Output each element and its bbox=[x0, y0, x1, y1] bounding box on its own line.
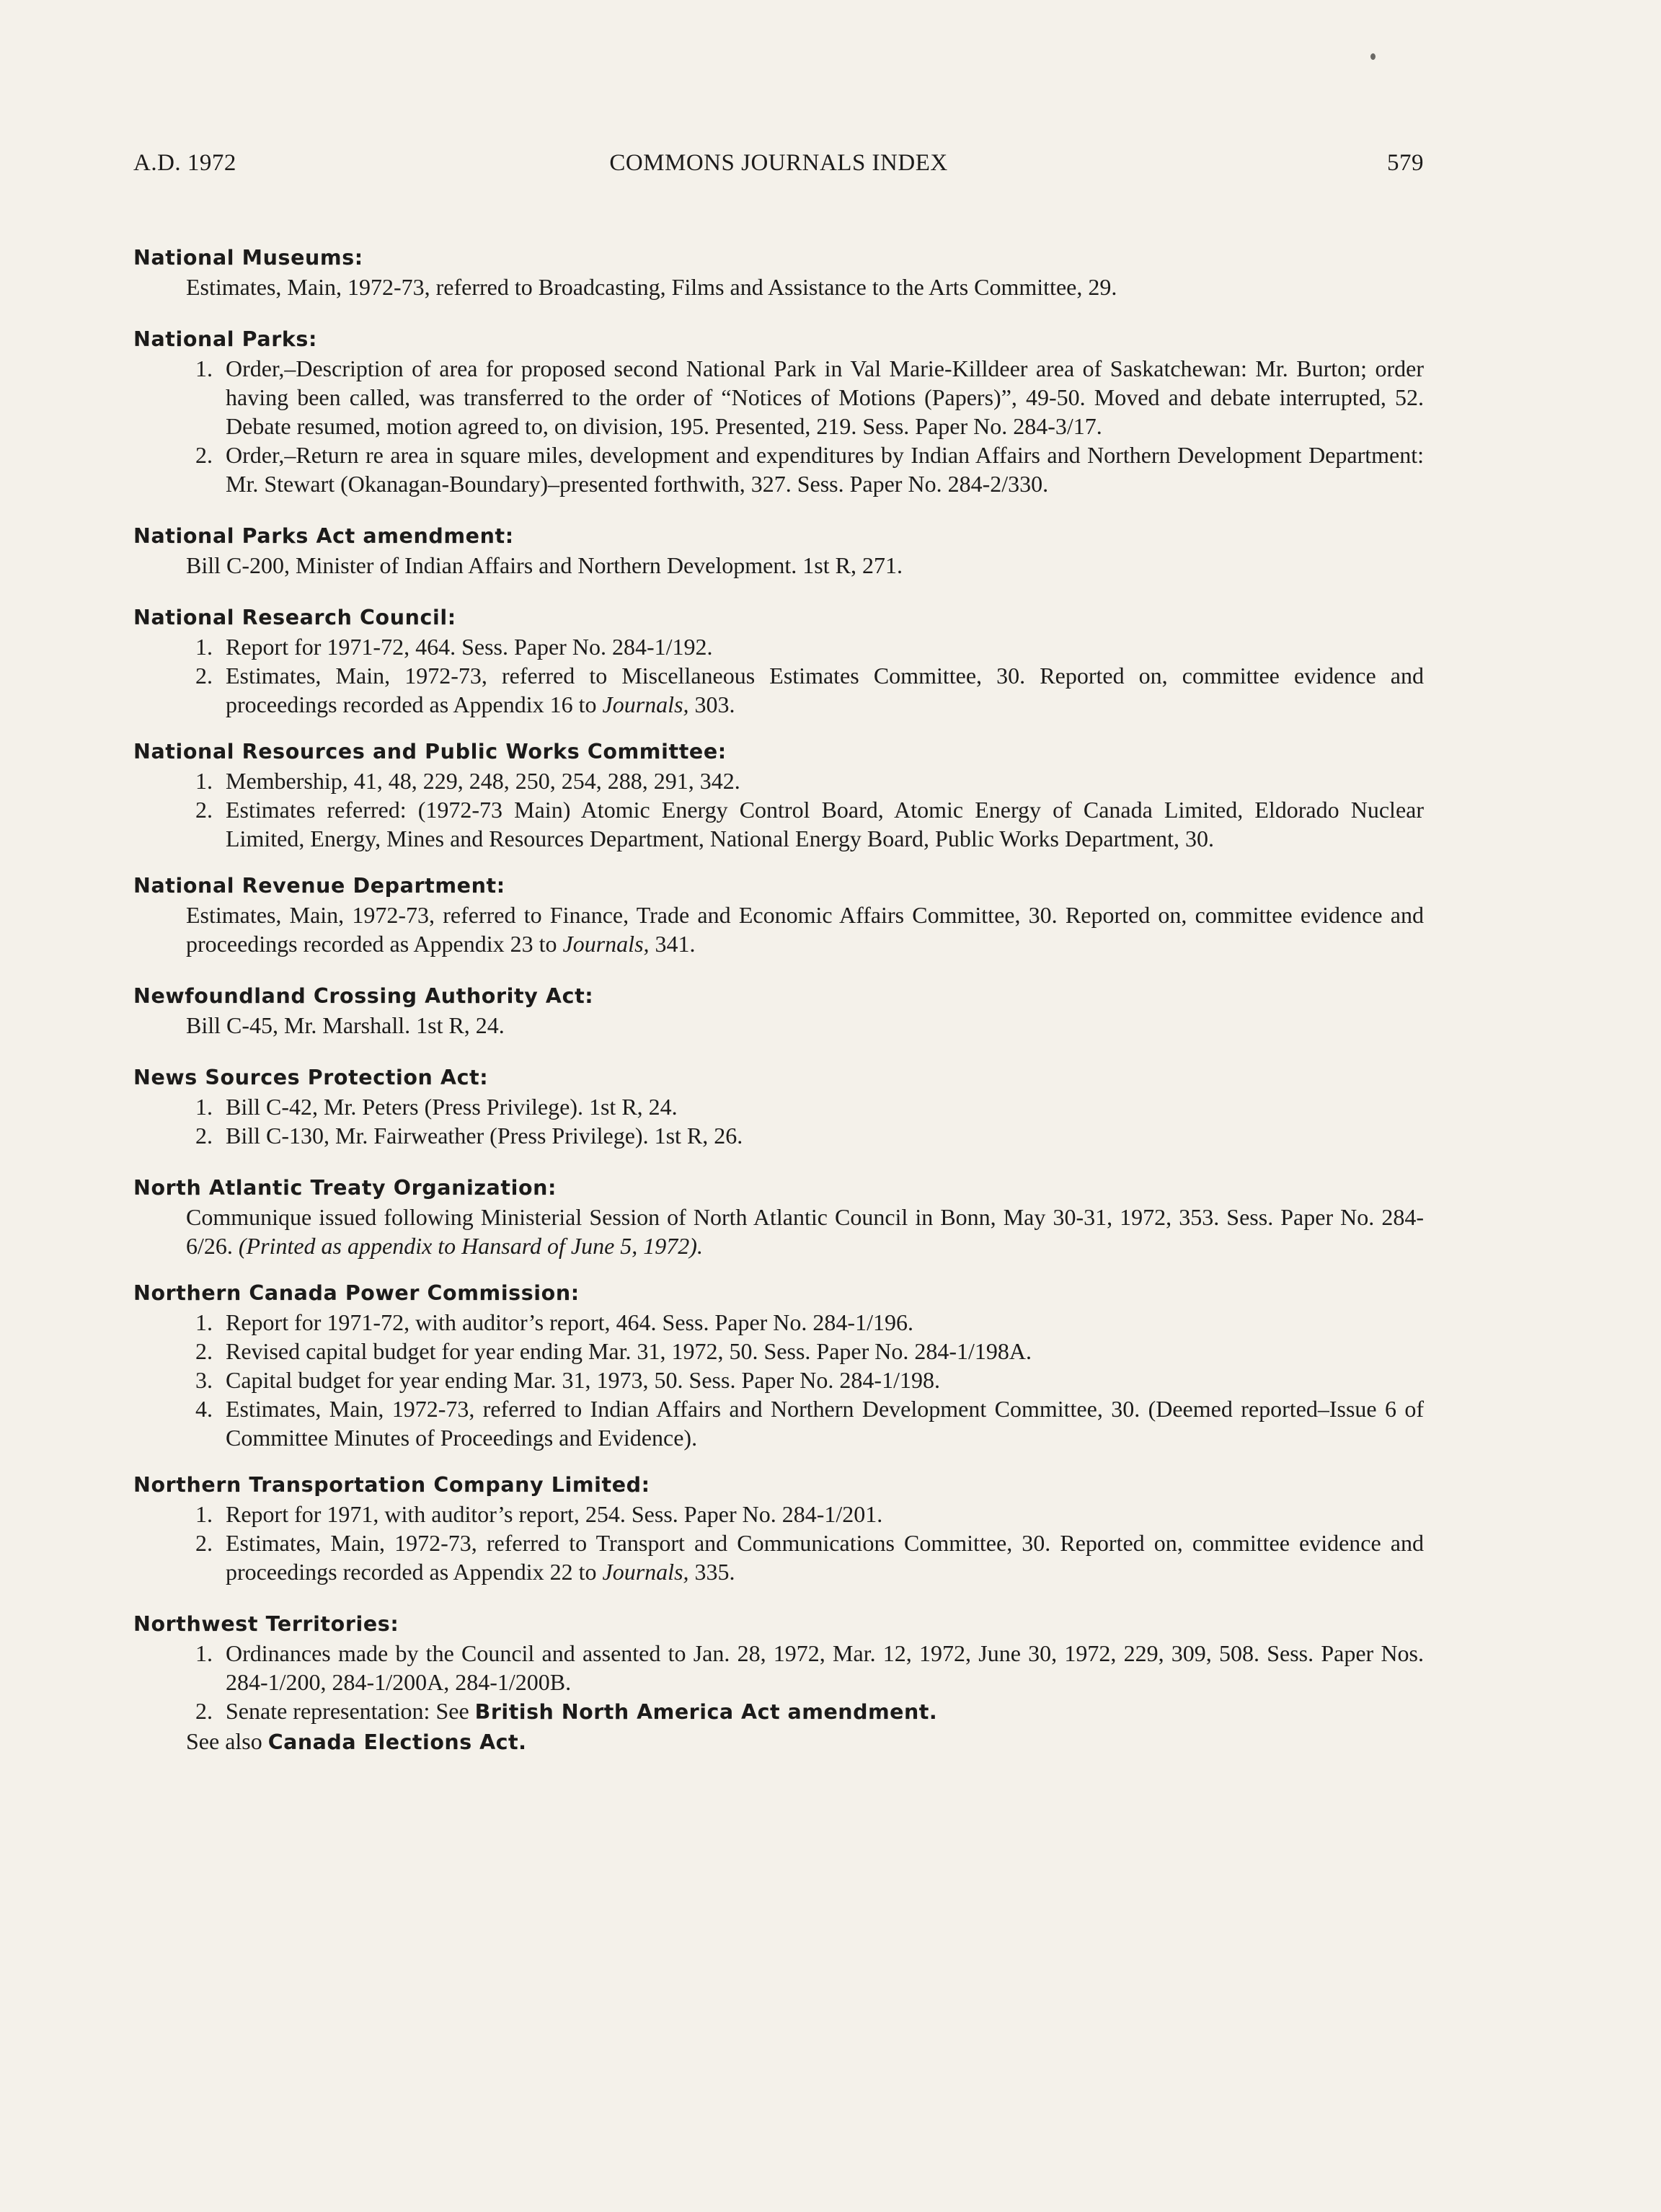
entry-heading: National Resources and Public Works Committee: bbox=[133, 740, 727, 764]
cross-reference: Canada Elections Act. bbox=[267, 1730, 527, 1754]
item-text: Bill C-130, Mr. Fairweather (Press Privilege). 1st R, 26. bbox=[226, 1123, 743, 1149]
ink-speck bbox=[1370, 53, 1376, 60]
entry-item bbox=[133, 1394, 1424, 1452]
entry-heading: National Research Council: bbox=[133, 606, 456, 629]
item-text: Estimates referred: (1972-73 Main) Atomic Energy Control Board, Atomic Energy of Canada Limited, Eldorado Nuclear Limited, Energy, Mines and Resources Department, National Energy Board, Public Works Department, 30. bbox=[226, 797, 1424, 851]
entry-item bbox=[133, 1696, 1424, 1727]
item-number: 1. bbox=[195, 634, 213, 660]
running-head bbox=[133, 150, 1424, 186]
entry-item bbox=[133, 1639, 1424, 1696]
entry-text: Estimates, Main, 1972-73, referred to Broadcasting, Films and Assistance to the Arts Committee, 29. bbox=[186, 274, 1117, 300]
hansard-note: (Printed as appendix to Hansard of June 5, 1972). bbox=[238, 1233, 703, 1259]
entry-text: Bill C-45, Mr. Marshall. 1st R, 24. bbox=[186, 1012, 505, 1038]
entry-item bbox=[133, 766, 1424, 795]
item-text: Order,–Return re area in square miles, development and expenditures by Indian Affairs and Northern Development Department: Mr. Stewart (Okanagan-Boundary)–presented forthwith, 327. Sess. Paper No. 284-2/330. bbox=[226, 442, 1424, 497]
entry-item bbox=[133, 1092, 1424, 1121]
item-text-end: 303. bbox=[688, 691, 735, 717]
item-text-main: Estimates, Main, 1972-73, referred to Miscellaneous Estimates Committee, 30. Reported on, committee evidence and proceedings recorded as Appendix 16 to bbox=[226, 663, 1424, 717]
entry-item bbox=[133, 661, 1424, 719]
item-text: Ordinances made by the Council and assented to Jan. 28, 1972, Mar. 12, 1972, June 30, 1972, 229, 309, 508. Sess. Paper Nos. 284-1/200, 284-1/200A, 284-1/200B. bbox=[226, 1640, 1424, 1695]
item-text: Capital budget for year ending Mar. 31, 1973, 50. Sess. Paper No. 284-1/198. bbox=[226, 1367, 940, 1393]
index-entry bbox=[133, 982, 1424, 1040]
entry-item bbox=[133, 441, 1424, 498]
index-entry bbox=[133, 244, 1424, 301]
item-number: 2. bbox=[195, 797, 213, 823]
see-also bbox=[133, 1727, 1424, 1757]
item-number: 1. bbox=[195, 768, 213, 794]
item-number: 1. bbox=[195, 1501, 213, 1527]
entry-text-main: Estimates, Main, 1972-73, referred to Finance, Trade and Economic Affairs Committee, 30. Reported on, committee evidence and proceedings recorded as Appendix 23 to bbox=[186, 902, 1424, 957]
index-entry bbox=[133, 1063, 1424, 1150]
entry-item bbox=[133, 632, 1424, 661]
entry-heading: National Parks Act amendment: bbox=[133, 524, 514, 548]
entry-heading: Newfoundland Crossing Authority Act: bbox=[133, 984, 594, 1008]
item-text: Report for 1971-72, with auditor’s report, 464. Sess. Paper No. 284-1/196. bbox=[226, 1309, 913, 1335]
index-entry bbox=[133, 603, 1424, 719]
item-text: Membership, 41, 48, 229, 248, 250, 254, 288, 291, 342. bbox=[226, 768, 740, 794]
entry-item bbox=[133, 1121, 1424, 1150]
header-title: COMMONS JOURNALS INDEX bbox=[609, 150, 948, 176]
item-number: 1. bbox=[195, 355, 213, 381]
index-body bbox=[133, 244, 1424, 1781]
item-text: Bill C-42, Mr. Peters (Press Privilege). 1st R, 24. bbox=[226, 1094, 678, 1120]
item-text: Report for 1971, with auditor’s report, 254. Sess. Paper No. 284-1/201. bbox=[226, 1501, 883, 1527]
entry-text bbox=[133, 1203, 1424, 1260]
item-number: 2. bbox=[195, 1338, 213, 1364]
cross-reference: British North America Act amendment. bbox=[474, 1700, 938, 1724]
entry-heading: News Sources Protection Act: bbox=[133, 1066, 489, 1089]
entry-item bbox=[133, 1366, 1424, 1394]
journals-ref: Journals, bbox=[562, 931, 650, 957]
index-entry bbox=[133, 872, 1424, 958]
item-number: 1. bbox=[195, 1309, 213, 1335]
item-number: 2. bbox=[195, 663, 213, 689]
entry-heading: National Revenue Department: bbox=[133, 874, 505, 898]
entry-heading: North Atlantic Treaty Organization: bbox=[133, 1176, 557, 1200]
index-entry bbox=[133, 1174, 1424, 1260]
index-entry bbox=[133, 522, 1424, 580]
index-entry bbox=[133, 1279, 1424, 1452]
item-text: Report for 1971-72, 464. Sess. Paper No. 284-1/192. bbox=[226, 634, 713, 660]
entry-text: Bill C-200, Minister of Indian Affairs and Northern Development. 1st R, 271. bbox=[186, 552, 903, 578]
entry-heading: Northwest Territories: bbox=[133, 1612, 399, 1636]
item-text bbox=[226, 1529, 1424, 1586]
item-number: 1. bbox=[195, 1640, 213, 1666]
entry-heading: Northern Canada Power Commission: bbox=[133, 1281, 580, 1305]
entry-item bbox=[133, 1308, 1424, 1337]
entry-heading: Northern Transportation Company Limited: bbox=[133, 1473, 650, 1497]
entry-heading: National Museums: bbox=[133, 246, 363, 270]
index-entry bbox=[133, 1610, 1424, 1757]
item-number: 2. bbox=[195, 1698, 213, 1724]
see-prefix: Senate representation: See bbox=[226, 1698, 475, 1724]
item-text bbox=[226, 661, 1424, 719]
item-number: 4. bbox=[195, 1396, 213, 1422]
entry-text bbox=[133, 901, 1424, 958]
index-entry bbox=[133, 738, 1424, 853]
item-number: 2. bbox=[195, 1123, 213, 1149]
item-text-main: Estimates, Main, 1972-73, referred to Transport and Communications Committee, 30. Reported on, committee evidence and proceedings recorded as Appendix 22 to bbox=[226, 1530, 1424, 1585]
page-number: 579 bbox=[1387, 150, 1424, 176]
header-date: A.D. 1972 bbox=[133, 150, 236, 176]
entry-item bbox=[133, 1529, 1424, 1586]
item-text: Estimates, Main, 1972-73, referred to Indian Affairs and Northern Development Committee, 30. (Deemed reported–Issue 6 of Committee Minutes of Proceedings and Evidence). bbox=[226, 1396, 1424, 1451]
item-text-end: 335. bbox=[688, 1559, 735, 1585]
entry-item bbox=[133, 795, 1424, 853]
entry-text-main: Communique issued following Ministerial Session of North Atlantic Council in Bonn, May 30-31, 1972, 353. Sess. Paper No. 284-6/26. bbox=[186, 1204, 1424, 1259]
index-entry bbox=[133, 1471, 1424, 1586]
entry-heading: National Parks: bbox=[133, 327, 317, 351]
entry-item bbox=[133, 1500, 1424, 1529]
item-number: 1. bbox=[195, 1094, 213, 1120]
item-number: 2. bbox=[195, 442, 213, 468]
journals-ref: Journals, bbox=[602, 691, 689, 717]
item-text: Order,–Description of area for proposed second National Park in Val Marie-Killdeer area of Saskatchewan: Mr. Burton; order having been called, was transferred to the order of “Notices of Motions (Papers)”, 49-50. Moved and debate interrupted, 52. Debate resumed, motion agreed to, on division, 195. Presented, 219. Sess. Paper No. 284-3/17. bbox=[226, 355, 1424, 439]
entry-text-end: 341. bbox=[649, 931, 696, 957]
item-text bbox=[226, 1696, 1424, 1727]
index-entry bbox=[133, 325, 1424, 498]
entry-item bbox=[133, 1337, 1424, 1366]
item-number: 3. bbox=[195, 1367, 213, 1393]
entry-item bbox=[133, 354, 1424, 441]
item-text: Revised capital budget for year ending Mar. 31, 1972, 50. Sess. Paper No. 284-1/198A. bbox=[226, 1338, 1032, 1364]
item-number: 2. bbox=[195, 1530, 213, 1556]
journals-ref: Journals, bbox=[602, 1559, 689, 1585]
see-also-prefix: See also bbox=[186, 1728, 268, 1754]
